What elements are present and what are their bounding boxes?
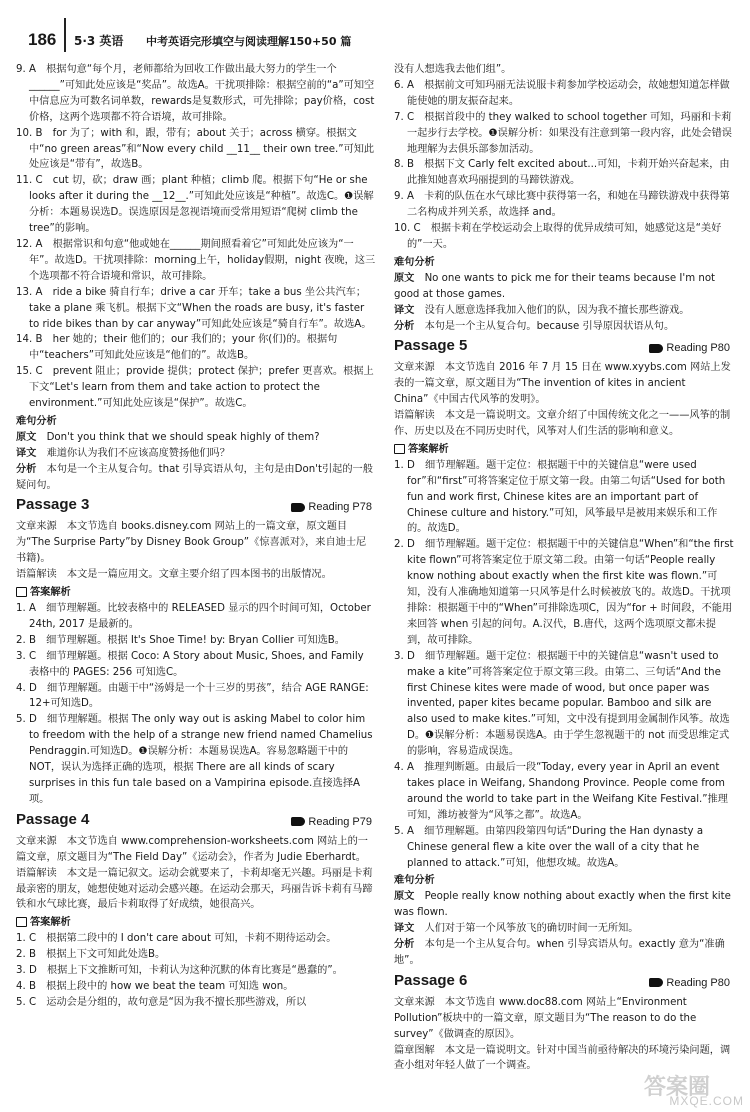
passage-3-header xyxy=(16,497,376,519)
article-source: 文章来源 本文节选自 2016 年 7 月 15 日在 www.xyybs.com 网站上发表的一篇文章，原文题目为“The invention of kites in ancient China”《中国古代风筝的发明》。 xyxy=(394,362,731,406)
translation-text: 没有人愿意选择我加入他们的队，因为我不擅长那些游戏。 xyxy=(424,304,690,316)
passage-4-header xyxy=(16,812,376,834)
answer-item: 7. C 根据首段中的 they walked to school together 可知，玛丽和卡莉一起步行去学校。❶误解分析：如果没有注意到第一段内容，此处会错误地理解为去俱乐部参加活动。 xyxy=(394,111,732,155)
passage-5-header xyxy=(394,338,734,360)
answer-item: 15. C prevent 阻止；provide 提供；protect 保护；prefer 更喜欢。根据上下文“Let's learn from them and take action to protect the environment.”可知此处应该是“保护”。故选C。 xyxy=(16,366,374,410)
analysis-label: 分析 xyxy=(394,320,415,332)
watermark xyxy=(624,1070,744,1108)
reading-summary: 语篇解读 本文是一篇应用文。文章主要介绍了四本图书的出版情况。 xyxy=(16,569,332,581)
brand-label: 5·3 英语 xyxy=(74,34,124,48)
answer-item: 4. D 细节理解题。由题干中“汤姆是一个十三岁的男孩”，结合 AGE RANGE: 12+可知选D。 xyxy=(16,682,369,710)
original-label: 原文 xyxy=(394,891,415,903)
difficult-sentence-heading: 难句分析 xyxy=(394,875,435,887)
reading-summary: 语篇解读 本文是一篇说明文。文章介绍了中国传统文化之一——风筝的制作、历史以及在不同历史时代，风筝对人们生活的影响和意义。 xyxy=(394,410,731,438)
analysis-line xyxy=(16,462,376,494)
analysis-line xyxy=(394,937,734,969)
answers-heading-text: 答案解析 xyxy=(30,917,71,929)
reading-ref-text: Reading P80 xyxy=(666,976,730,989)
answers-heading xyxy=(16,585,376,601)
translation-line xyxy=(394,921,734,937)
answer-item: 11. C cut 切，砍；draw 画；plant 种植；climb 爬。根据下句“He or she looks after it during the __12__.”可知此处应该是“种植”。故选C。❶误解分析：本题易误选D。误选原因是忽视语境而受常用短语“爬树 climb the tree”的影响。 xyxy=(16,175,374,235)
original-line xyxy=(394,271,734,303)
answer-item: 8. B 根据下文 Carly felt excited about...可知，卡莉开始兴奋起来，由此推知她喜欢玛丽提到的马蹄铁游戏。 xyxy=(394,159,730,187)
answer-item: 3. D 根据上下文推断可知，卡莉认为这种沉默的体育比赛是“愚蠢的”。 xyxy=(16,965,343,977)
reading-summary: 篇章图解 本文是一篇说明文。针对中国当前亟待解决的环境污染问题，调查小组对年轻人做了一个调查。 xyxy=(394,1044,731,1072)
answer-item: 1. C 根据第二段中的 I don't care about 可知，卡莉不期待运动会。 xyxy=(16,933,337,945)
original-line xyxy=(16,430,376,446)
left-column xyxy=(16,62,376,1011)
answer-item: 14. B her 她的；their 他们的；our 我们的；your 你(们)的。根据句中“teachers”可知此处应该是“他们的”。故选B。 xyxy=(16,334,338,362)
answer-item: 12. A 根据常识和句意“他或她在______期间照看着它”可知此处应该为“一年”。故选D。干扰项排除：morning上午，holiday假期，night 夜晚，这三个选项都不符合语境和常识，故可排除。 xyxy=(16,238,376,282)
passage-title: Passage 3 xyxy=(16,496,90,514)
answer-item: 9. A 卡莉的队伍在水气球比赛中获得第一名，和她在马蹄铁游戏中获得第二名构成并列关系，故选择 and。 xyxy=(394,191,730,219)
original-label: 原文 xyxy=(394,272,415,284)
analysis-text: 本句是一个主从复合句。because 引导原因状语从句。 xyxy=(424,320,675,332)
answer-item: 5. D 细节理解题。根据 The only way out is asking Mabel to color him to freedom with the help of a strange new friend named Chamelius Pendraggin.可知选D。❶误解分析：本题易误选A。容易忽略题干中的 NOT，误认为选择正确的选项，根据 There are all kinds of scary surprises in this fun tale based on a Vampirina episode.直接选择A项。 xyxy=(16,714,373,805)
lock-icon xyxy=(16,917,27,927)
reading-summary: 语篇解读 本文是一篇记叙文。运动会就要来了，卡莉却毫无兴趣。玛丽是卡莉最亲密的朋友，她想使她对运动会感兴趣。在运动会那天，玛丽告诉卡莉有马蹄铁和水气球比赛，最后卡莉取得了好成绩，她很高兴。 xyxy=(16,867,373,911)
reading-ref-text: Reading P80 xyxy=(666,342,730,355)
translation-line xyxy=(394,303,734,319)
answer-item: 2. B 根据上下文可知此处选B。 xyxy=(16,949,166,961)
page-header xyxy=(0,0,750,52)
reading-ref-text: Reading P78 xyxy=(308,501,372,514)
answer-item: 10. B for 为了；with 和，跟，带有；about 关于；across 横穿。根据文中“no green areas”和“Now every child __11__ their own tree.”可知此处应该是“带有”，故选B。 xyxy=(16,127,375,171)
article-source: 文章来源 本文节选自 www.doc88.com 网站上“Environment Pollution”板块中的一篇文章，原文题目为“The reason to do the survey”《做调查的原因》。 xyxy=(394,996,697,1040)
answer-item: 3. D 细节理解题。题干定位：根据题干中的关键信息“wasn't used to make a kite”可将答案定位于原文第三段。由第二、三句话“And the first Chinese kites were made of wood, but once paper was invented, paper kites became popular. Bamboo and silk are also used to make kites.”可知，文中没有提到用金属制作风筝。故选D。❶误解分析：本题易误选A。由于学生忽视题干的 not 而受思维定式的影响，容易造成误选。 xyxy=(394,650,730,758)
pointing-hand-icon xyxy=(649,978,663,987)
lock-icon xyxy=(16,587,27,597)
answer-item: 3. C 细节理解题。根据 Coco: A Story about Music, Shoes, and Family 表格中的 PAGES: 256 可知选C。 xyxy=(16,650,364,678)
article-source: 文章来源 本文节选自 books.disney.com 网站上的一篇文章，原文题目为“The Surprise Party”by Disney Book Group”《惊喜派对》，来自迪士尼书籍)。 xyxy=(16,521,367,565)
analysis-text: 本句是一个主从复合句。that 引导宾语从句，主句是由Don't引起的一般疑问句。 xyxy=(16,463,373,491)
analysis-line xyxy=(394,319,734,335)
answers-heading xyxy=(16,915,376,931)
translation-label: 译文 xyxy=(16,447,37,459)
answers-heading xyxy=(394,442,734,458)
translation-label: 译文 xyxy=(394,304,415,316)
continued-text: 没有人想选我去他们组”。 xyxy=(394,64,512,75)
reading-ref xyxy=(649,976,730,992)
answer-item: 1. A 细节理解题。比较表格中的 RELEASED 显示的四个时间可知，October 24th, 2017 是最新的。 xyxy=(16,603,371,630)
passage-6-header xyxy=(394,973,734,995)
reading-ref xyxy=(291,815,372,831)
pointing-hand-icon xyxy=(291,503,305,512)
original-line xyxy=(394,889,734,921)
original-text: People really know nothing about exactly when the first kite was flown. xyxy=(394,891,731,919)
difficult-sentence-heading: 难句分析 xyxy=(394,256,435,268)
watermark-url: MXQE.COM xyxy=(669,1094,744,1108)
watermark-logo-text: 答案圈 xyxy=(643,1074,710,1099)
header-divider xyxy=(64,18,66,52)
translation-line xyxy=(16,446,376,462)
right-column xyxy=(394,62,734,1074)
pointing-hand-icon xyxy=(291,817,305,826)
passage-title: Passage 6 xyxy=(394,971,468,989)
pointing-hand-icon xyxy=(649,344,663,353)
answer-item: 6. A 根据前文可知玛丽无法说服卡莉参加学校运动会，故她想知道怎样做能使她的朋友振奋起来。 xyxy=(394,79,730,107)
translation-label: 译文 xyxy=(394,923,415,935)
answers-heading-text: 答案解析 xyxy=(408,443,449,455)
answer-item: 2. D 细节理解题。题干定位：根据题干中的关键信息“When”和“the first kite flown”可将答案定位于原文第二段。由第一句话“People really know nothing about exactly when the first kite was flown.”可知，没有人准确地知道第一只风筝是什么时候被放飞的。故选D。干扰项排除：根据题干中的“When”可排除选项C，因为“for + 时间段，不能用来回答 when 引起的问句。A.汉代，B.唐代，这两个选项原文都未提到，故可排除。 xyxy=(394,539,734,646)
lock-icon xyxy=(394,444,405,454)
translation-text: 人们对于第一个风筝放飞的确切时间一无所知。 xyxy=(424,923,639,935)
original-text: No one wants to pick me for their teams because I'm not good at those games. xyxy=(394,272,716,300)
answer-item: 9. A 根据句意“每个月，老师都给为回收工作做出最大努力的学生一个______”可知此处应该是“奖品”。故选A。干扰项排除：根据空前的“a”可知空中信息应为可数名词单数，rewards是复数形式，可先排除；pay价格，cost 价格，这两个选项都不符合语境，故可排除。 xyxy=(16,64,375,123)
original-text: Don't you think that we should speak highly of them? xyxy=(46,431,320,443)
answer-item: 13. A ride a bike 骑自行车；drive a car 开车；take a bus 坐公共汽车；take a plane 乘飞机。根据下文“When the roads are busy, it's faster to ride bikes than by car anyway”可知此处应该是“骑自行车”。故选A。 xyxy=(16,286,372,330)
answer-item: 2. B 细节理解题。根据 It's Shoe Time! by: Bryan Collier 可知选B。 xyxy=(16,634,345,646)
answer-item: 4. B 根据上段中的 how we beat the team 可知选 won。 xyxy=(16,980,294,992)
answer-item: 4. A 推理判断题。由最后一段“Today, every year in April an event takes place in Weifang, Shandong Province. People come from around the world to take part in the Weifang Kite Festival.”推理可知，潍坊被誉为“风筝之都”。故选A。 xyxy=(394,762,728,821)
analysis-text: 本句是一个主从复合句。when 引导宾语从句。exactly 意为“准确地”。 xyxy=(394,939,725,966)
reading-ref xyxy=(649,341,730,357)
reading-ref-text: Reading P79 xyxy=(308,815,372,828)
page-number: 186 xyxy=(28,30,57,49)
passage-title: Passage 5 xyxy=(394,337,468,355)
original-label: 原文 xyxy=(16,431,37,443)
answer-item: 5. C 运动会是分组的，故句意是“因为我不擅长那些游戏，所以 xyxy=(16,996,307,1008)
difficult-sentence-heading: 难句分析 xyxy=(16,415,57,427)
answer-item: 10. C 根据卡莉在学校运动会上取得的优异成绩可知，她感觉这是“美好的”一天。 xyxy=(394,223,722,250)
answers-heading-text: 答案解析 xyxy=(30,587,71,599)
analysis-label: 分析 xyxy=(16,463,37,475)
answer-item: 1. D 细节理解题。题干定位：根据题干中的关键信息“were used for”和“first”可将答案定位于原文第一段。由第二句话“Used for both fun and work first, Chinese kites are an important part of Chinese culture and history.”可知，风筝最早是被用来娱乐和工作的。故选D。 xyxy=(394,459,726,535)
passage-title: Passage 4 xyxy=(16,810,90,828)
answer-item: 5. A 细节理解题。由第四段第四句话“During the Han dynasty a Chinese general flew a kite over the wall of a city that he planned to attack.”可知，他想攻城。故选A。 xyxy=(394,825,704,869)
translation-text: 难道你认为我们不应该高度赞扬他们吗？ xyxy=(46,447,230,459)
book-title: 中考英语完形填空与阅读理解150+50 篇 xyxy=(146,35,352,48)
article-source: 文章来源 本文节选自 www.comprehension-worksheets.com 网站上的一篇文章，原文题目为“The Field Day”《运动会》，作者为 Judie Eberhardt。 xyxy=(16,835,368,863)
analysis-label: 分析 xyxy=(394,939,415,951)
reading-ref xyxy=(291,500,372,516)
